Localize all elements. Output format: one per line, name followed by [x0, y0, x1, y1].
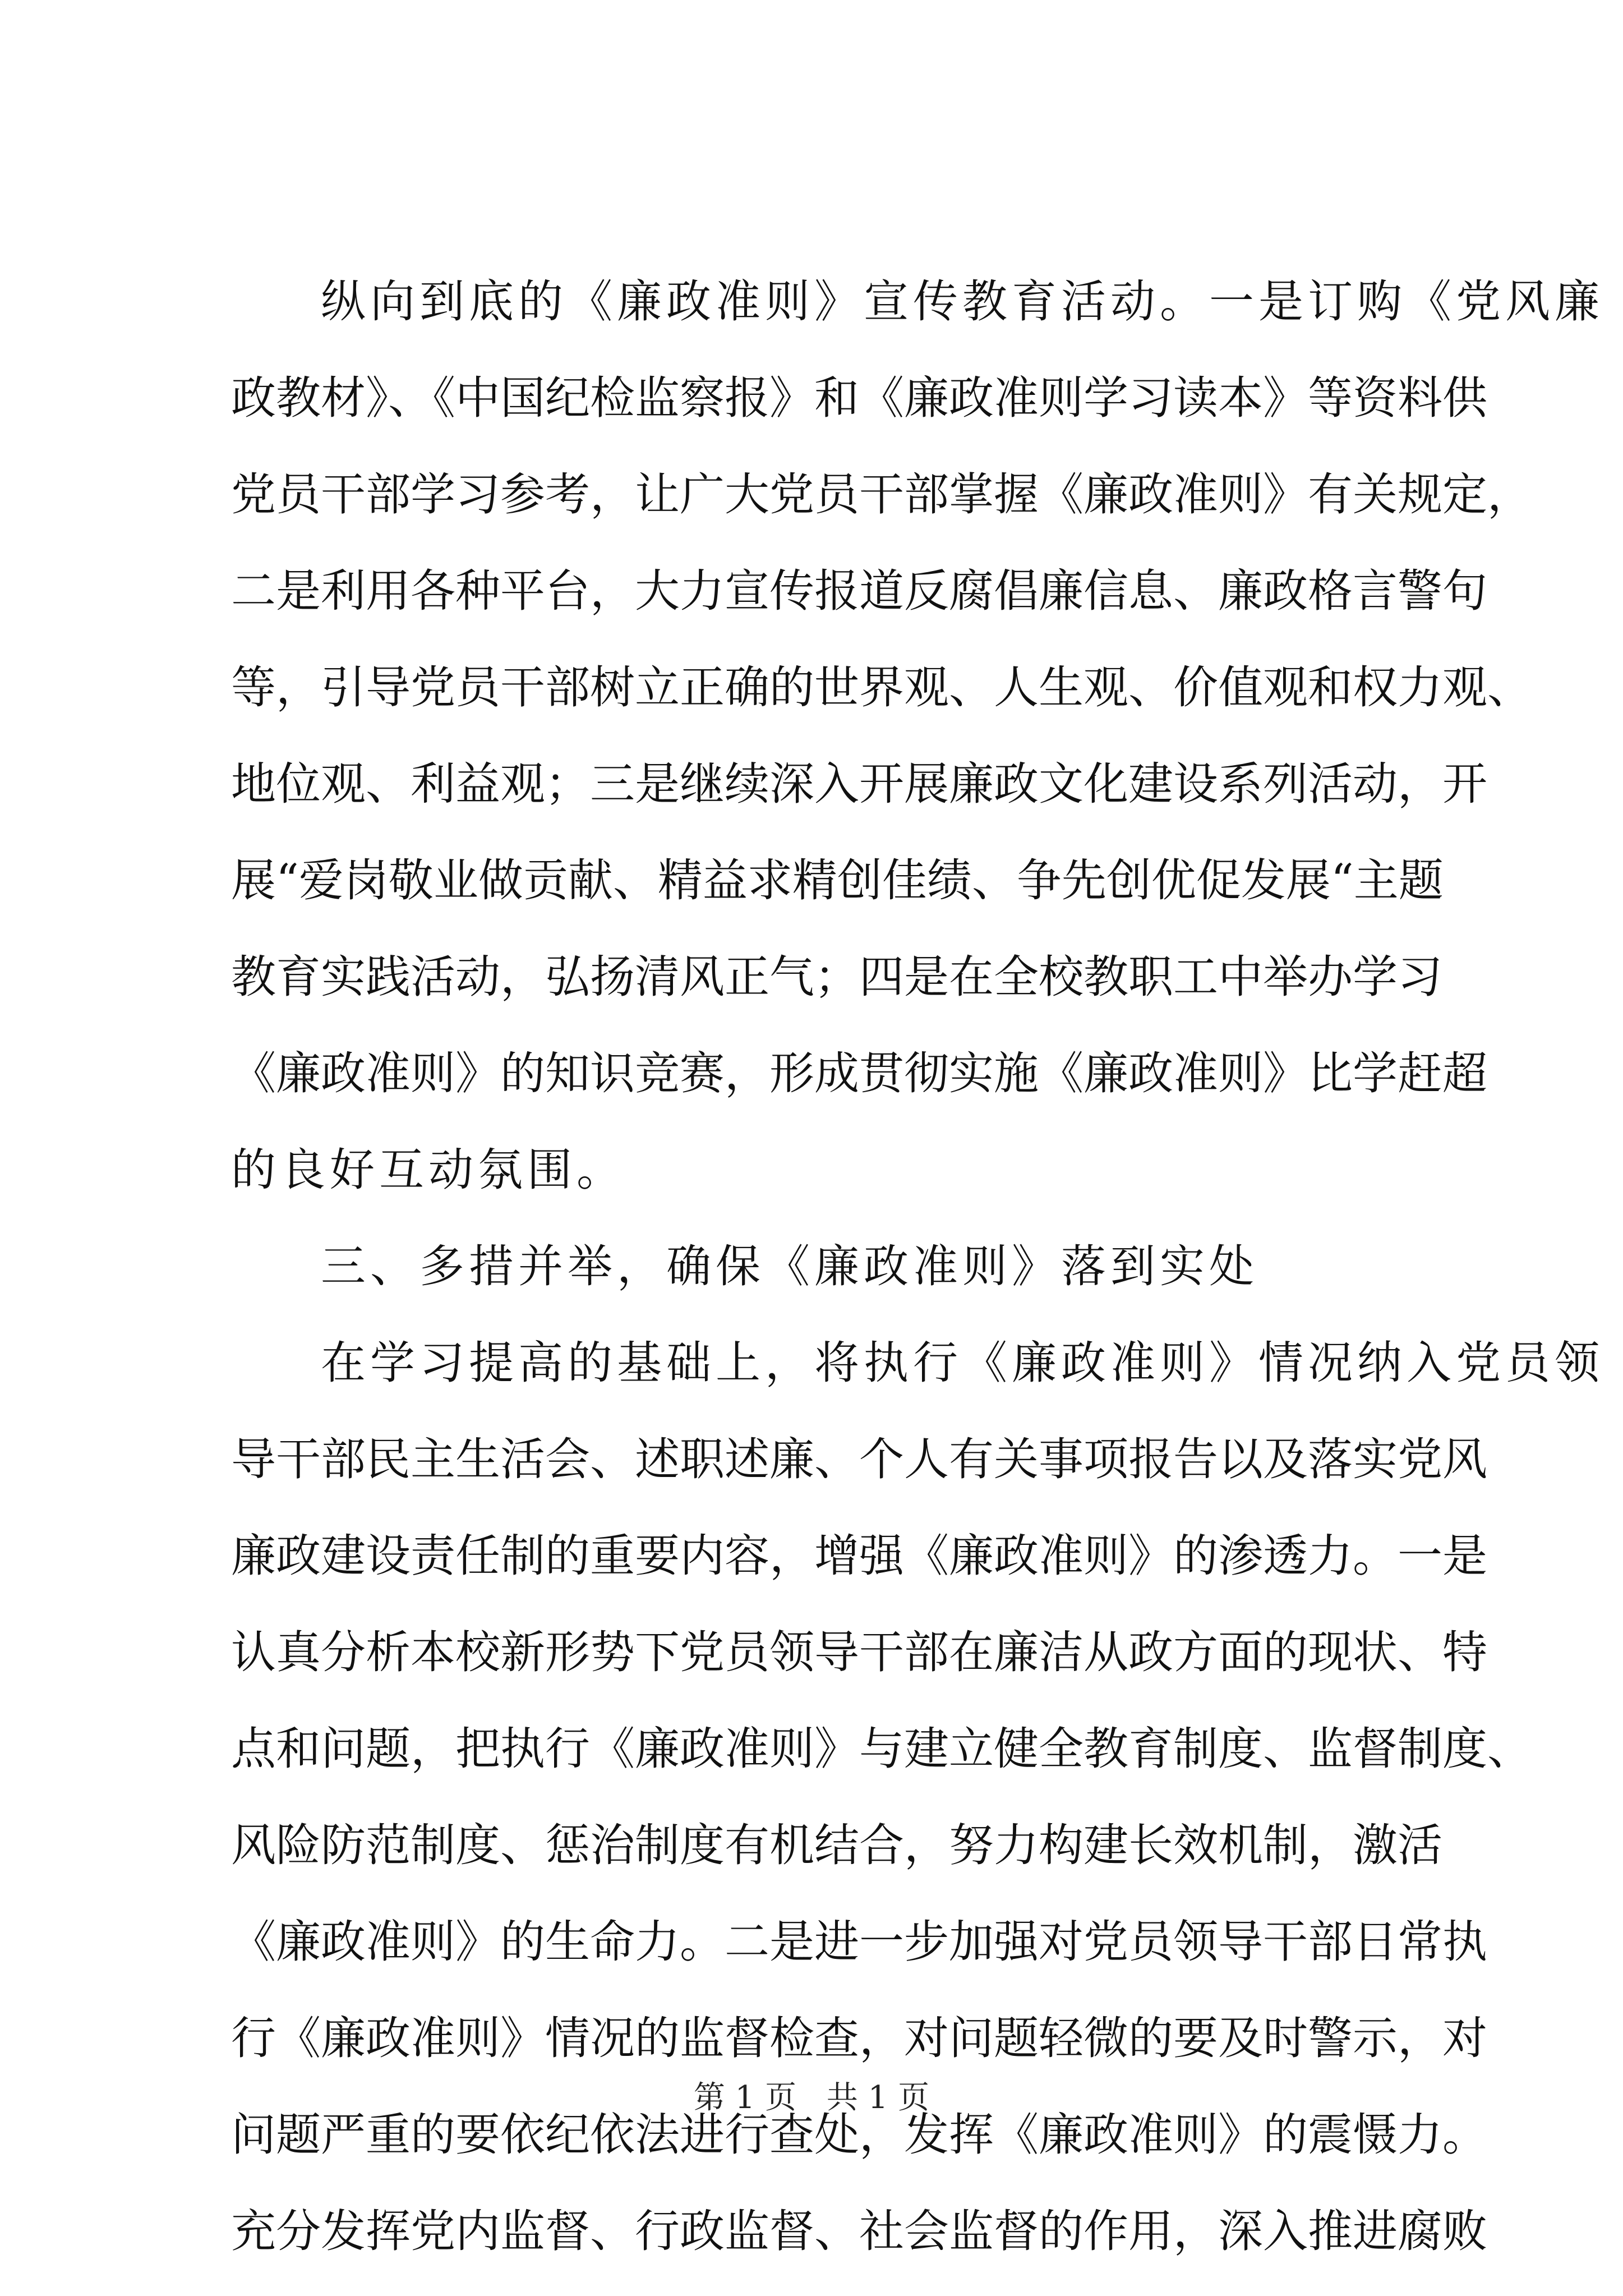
text-line: 充分发挥党内监督、行政监督、社会监督的作用，深入推进腐败 [231, 2205, 1487, 2257]
text-line: 点和问题，把执行《廉政准则》与建立健全教育制度、监督制度、 [231, 1723, 1532, 1775]
text-line: 地位观、利益观；三是继续深入开展廉政文化建设系列活动，开 [231, 758, 1487, 810]
text-line: 二是利用各种平台，大力宣传报道反腐倡廉信息、廉政格言警句 [231, 565, 1487, 617]
page-number: 第 1 页 [693, 2079, 797, 2116]
text-line: 问题严重的要依纪依法进行查处，发挥《廉政准则》的震慑力。 [231, 2109, 1487, 2161]
text-line: 风险防范制度、惩治制度有机结合，努力构建长效机制，激活 [231, 1819, 1442, 1871]
text-line: 纵向到底的《廉政准则》宣传教育活动。一是订购《党风廉 [321, 275, 1604, 328]
text-line: 展“爱岗敬业做贡献、精益求精创佳绩、争先创优促发展“主题 [231, 854, 1444, 907]
document-body [231, 254, 1604, 2280]
page-footer [0, 2076, 1623, 2120]
text-line: 廉政建设责任制的重要内容，增强《廉政准则》的渗透力。一是 [231, 1530, 1487, 1582]
text-line: 政教材》、《中国纪检监察报》和《廉政准则学习读本》等资料供 [231, 372, 1487, 424]
text-line: 党员干部学习参考，让广大党员干部掌握《廉政准则》有关规定， [231, 468, 1532, 521]
page-total: 共 1 页 [826, 2079, 930, 2116]
section-heading: 三、多措并举，确保《廉政准则》落到实处 [321, 1240, 1258, 1292]
text-line: 等，引导党员干部树立正确的世界观、人生观、价值观和权力观、 [231, 661, 1532, 714]
text-line: 行《廉政准则》情况的监督检查，对问题轻微的要及时警示，对 [231, 2012, 1487, 2064]
text-line: 教育实践活动，弘扬清风正气；四是在全校教职工中举办学习 [231, 951, 1442, 1003]
text-line: 在学习提高的基础上，将执行《廉政准则》情况纳入党员领 [321, 1337, 1604, 1389]
text-line: 《廉政准则》的生命力。二是进一步加强对党员领导干部日常执 [231, 1916, 1487, 1968]
text-line: 导干部民主生活会、述职述廉、个人有关事项报告以及落实党风 [231, 1433, 1487, 1485]
text-line: 《廉政准则》的知识竞赛，形成贯彻实施《廉政准则》比学赶超 [231, 1047, 1487, 1099]
text-line: 的良好互动氛围。 [231, 1144, 626, 1196]
text-line: 认真分析本校新形势下党员领导干部在廉洁从政方面的现状、特 [231, 1626, 1487, 1678]
